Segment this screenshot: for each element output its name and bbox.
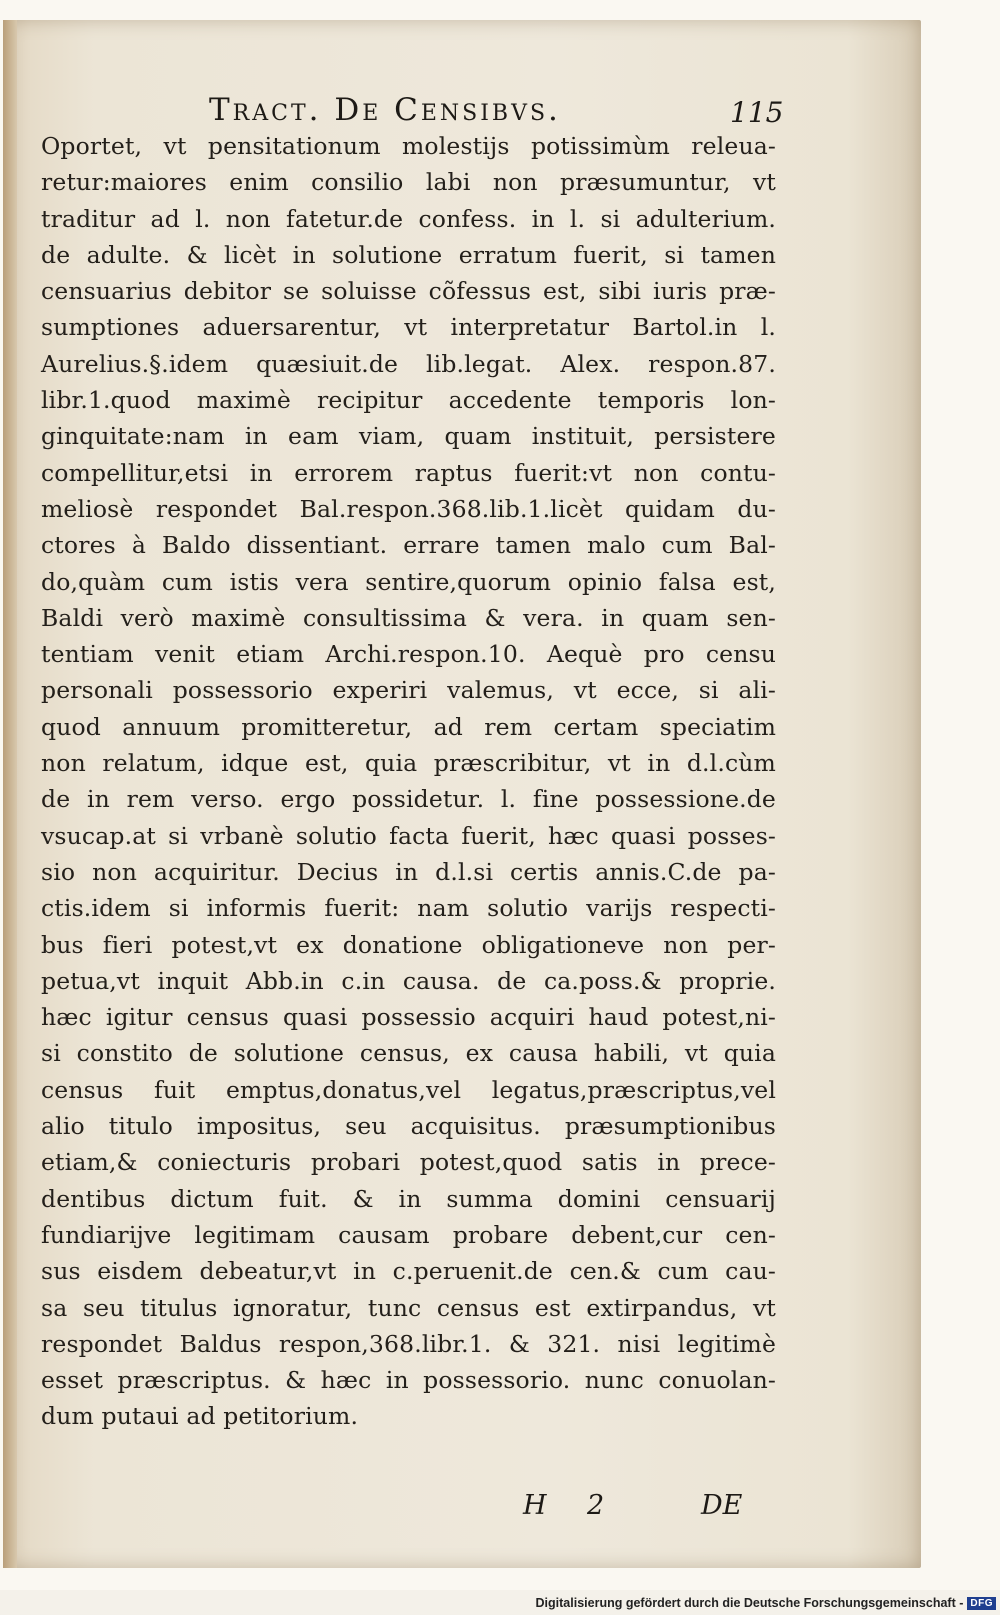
signature-line — [523, 1490, 773, 1526]
text-line: dentibus dictum fuit. & in summa domini censuarij — [41, 1184, 776, 1213]
text-line: dum putaui ad petitorium. — [41, 1402, 359, 1431]
catchword: DE — [701, 1490, 743, 1521]
text-line: sus eisdem debeatur,vt in c.peruenit.de cen.& cum cau- — [41, 1257, 776, 1286]
text-line: meliosè respondet Bal.respon.368.lib.1.licèt quidam du- — [41, 494, 776, 523]
text-line: traditur ad l. non fatetur.de confess. in l. si adulterium. — [41, 204, 776, 233]
signature-number: 2 — [587, 1490, 605, 1521]
text-line: ctores à Baldo dissentiant. errare tamen malo cum Bal- — [41, 531, 776, 560]
text-line: censuarius debitor se soluisse cõfessus est, sibi iuris præ- — [41, 277, 776, 306]
text-line: ginquitate:nam in eam viam, quam instituit, persistere — [41, 422, 776, 451]
text-line: sa seu titulus ignoratur, tunc census est extirpandus, vt — [41, 1293, 776, 1322]
text-line: compellitur,etsi in errorem raptus fuerit:vt non contu- — [41, 458, 776, 487]
text-line: de adulte. & licèt in solutione erratum fuerit, si tamen — [41, 240, 776, 269]
text-line: sio non acquiritur. Decius in d.l.si certis annis.C.de pa- — [41, 857, 776, 886]
folio-number: 115 — [730, 96, 784, 129]
text-line: Oportet, vt pensitationum molestijs potissimùm releua- — [41, 132, 776, 160]
text-line: alio titulo impositus, seu acquisitus. præsumptionibus — [41, 1112, 776, 1141]
text-line: ctis.idem si informis fuerit: nam solutio varijs respecti- — [41, 894, 776, 923]
text-line: census fuit emptus,donatus,vel legatus,præscriptus,vel — [41, 1075, 776, 1104]
text-line: Aurelius.§.idem quæsiuit.de lib.legat. Alex. respon.87. — [41, 349, 776, 378]
page-gutter — [3, 20, 17, 1568]
text-line: retur:maiores enim consilio labi non præsumuntur, vt — [41, 168, 776, 197]
body-text — [41, 128, 776, 1435]
running-head: Tract. De Censibvs. — [209, 92, 561, 128]
text-line: de in rem verso. ergo possidetur. l. fine possessione.de — [41, 785, 776, 814]
text-line: sumptiones aduersarentur, vt interpretatur Bartol.in l. — [41, 313, 776, 342]
digitization-credit — [536, 1595, 996, 1611]
text-line: etiam,& coniecturis probari potest,quod satis in prece- — [41, 1148, 776, 1177]
text-line: petua,vt inquit Abb.in c.in causa. de ca.poss.& proprie. — [41, 966, 776, 995]
dfg-logo: DFG — [967, 1597, 996, 1610]
text-line: libr.1.quod maximè recipitur accedente temporis lon- — [41, 386, 776, 415]
credit-text: Digitalisierung gefördert durch die Deutsche Forschungsgemeinschaft - — [535, 1596, 964, 1610]
text-line: hæc igitur census quasi possessio acquiri haud potest,ni- — [41, 1003, 776, 1032]
text-line: Baldi verò maximè consultissima & vera. in quam sen- — [41, 603, 776, 632]
text-line: fundiarijve legitimam causam probare debent,cur cen- — [41, 1220, 776, 1249]
signature-letter: H — [523, 1490, 547, 1521]
text-line: respondet Baldus respon,368.libr.1. & 321. nisi legitimè — [41, 1329, 776, 1358]
text-line: personali possessorio experiri valemus, vt ecce, si ali- — [41, 676, 776, 705]
text-line: bus fieri potest,vt ex donatione obligationeve non per- — [41, 930, 776, 959]
text-line: quod annuum promitteretur, ad rem certam speciatim — [41, 712, 776, 741]
text-line: tentiam venit etiam Archi.respon.10. Aequè pro censu — [41, 640, 776, 669]
text-line: non relatum, idque est, quia præscribitur, vt in d.l.cùm — [41, 749, 776, 778]
text-line: vsucap.at si vrbanè solutio facta fuerit, hæc quasi posses- — [41, 821, 776, 850]
text-line: si constito de solutione census, ex causa habili, vt quia — [41, 1039, 776, 1068]
text-line: do,quàm cum istis vera sentire,quorum opinio falsa est, — [41, 567, 776, 596]
text-line: esset præscriptus. & hæc in possessorio. nunc conuolan- — [41, 1366, 776, 1395]
book-page — [3, 20, 921, 1568]
